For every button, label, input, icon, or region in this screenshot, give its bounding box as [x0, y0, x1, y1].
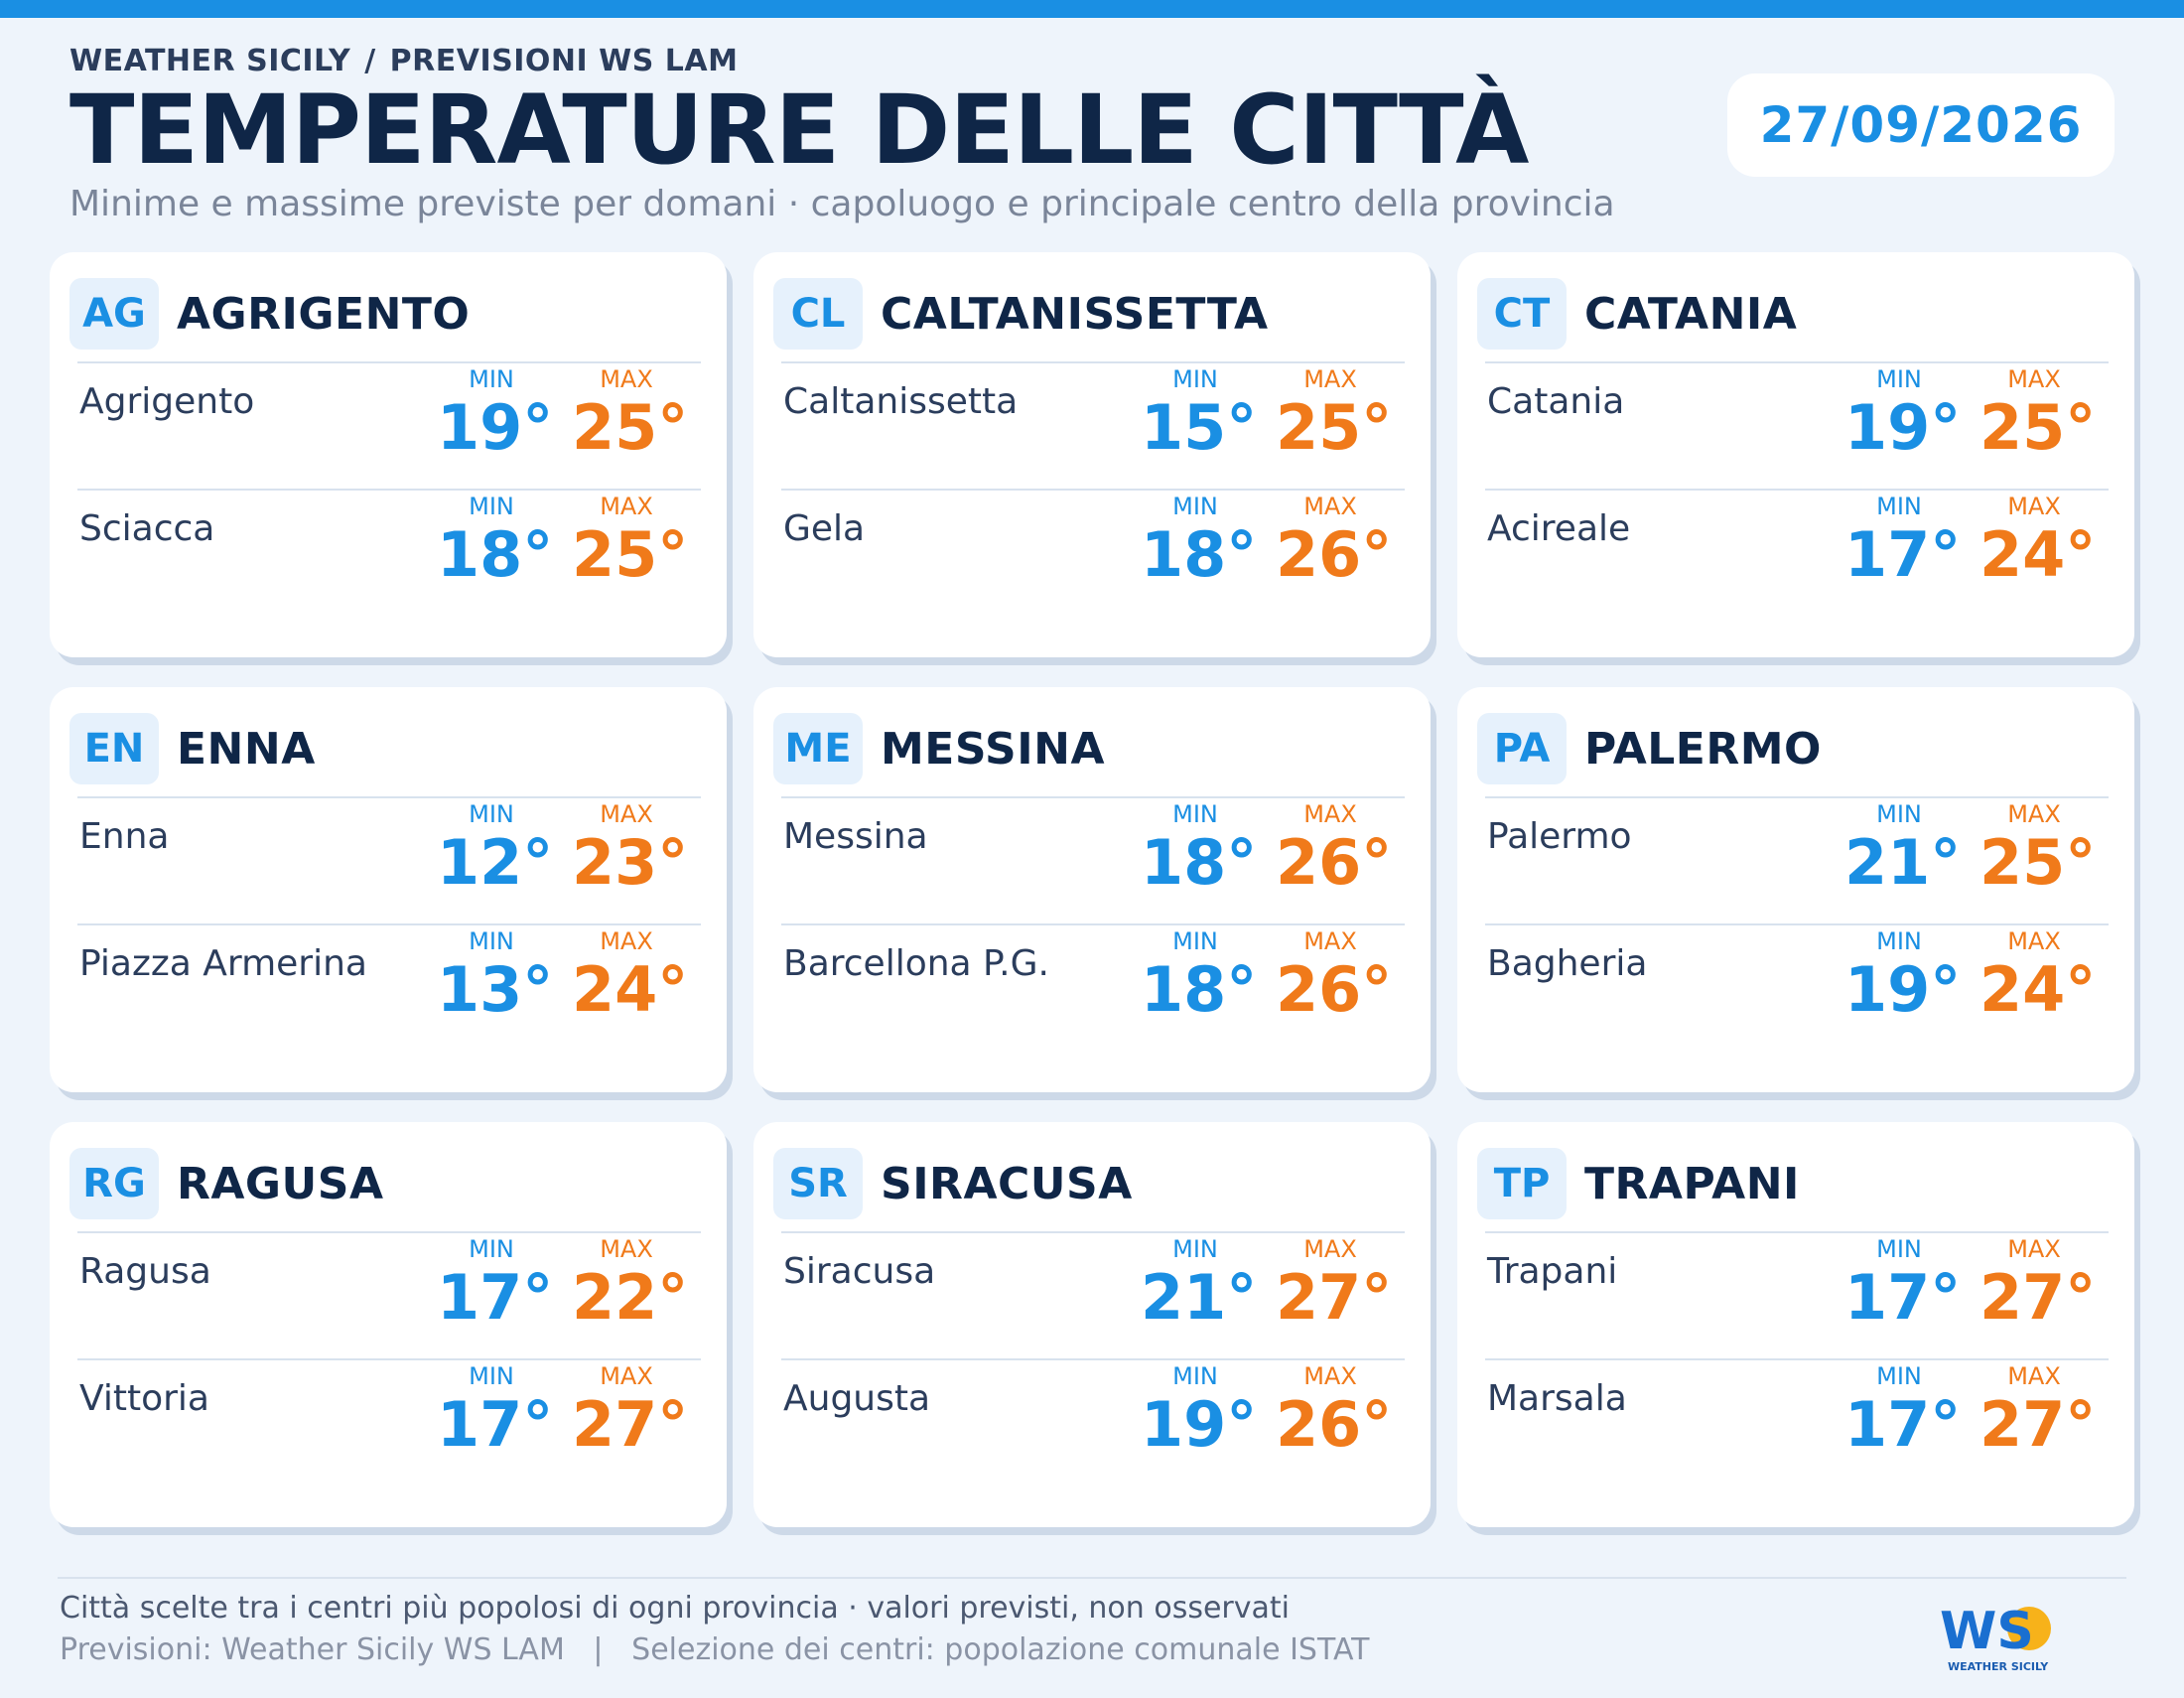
max-temperature	[572, 493, 689, 591]
section-label: PREVISIONI WS LAM	[389, 44, 739, 78]
max-value: 27°	[1979, 1261, 2097, 1334]
city-name: Enna	[79, 816, 170, 857]
min-value: 12°	[437, 826, 554, 899]
min-temperature	[437, 365, 554, 464]
max-value: 22°	[572, 1261, 689, 1334]
max-temperature	[1979, 365, 2097, 464]
breadcrumb	[69, 44, 1757, 78]
max-temperature	[572, 365, 689, 464]
city-name: Augusta	[783, 1378, 931, 1419]
city-row	[781, 489, 1405, 618]
province-code-badge: AG	[69, 278, 159, 350]
min-temperature	[1844, 1362, 1962, 1461]
province-code-badge: ME	[773, 713, 863, 784]
city-row	[77, 923, 701, 1053]
min-temperature	[1844, 1235, 1962, 1334]
top-accent-bar	[0, 0, 2184, 18]
max-temperature	[572, 800, 689, 899]
max-temperature	[1276, 1362, 1393, 1461]
max-label: MAX	[600, 800, 653, 828]
province-code-badge: EN	[69, 713, 159, 784]
city-row	[77, 489, 701, 618]
min-temperature	[1844, 927, 1962, 1026]
min-label: MIN	[469, 365, 514, 393]
max-temperature	[1276, 365, 1393, 464]
min-label: MIN	[469, 800, 514, 828]
province-name: RAGUSA	[177, 1158, 384, 1209]
city-name: Agrigento	[79, 381, 255, 422]
city-name: Vittoria	[79, 1378, 209, 1419]
min-label: MIN	[1172, 800, 1218, 828]
min-value: 17°	[437, 1261, 554, 1334]
max-temperature	[1276, 927, 1393, 1026]
min-temperature	[1141, 365, 1258, 464]
province-code-badge: CL	[773, 278, 863, 350]
city-name: Gela	[783, 508, 866, 549]
province-card-tp	[1457, 1122, 2134, 1527]
province-name: MESSINA	[881, 723, 1105, 775]
max-label: MAX	[1303, 800, 1357, 828]
max-temperature	[1276, 1235, 1393, 1334]
footer-note: Città scelte tra i centri più popolosi di ogni provincia · valori previsti, non osservati	[60, 1591, 1290, 1626]
min-label: MIN	[1172, 1362, 1218, 1390]
max-label: MAX	[2007, 1235, 2061, 1263]
max-value: 25°	[1276, 391, 1393, 464]
city-row	[781, 1231, 1405, 1360]
brand-label: WEATHER SICILY	[69, 44, 351, 78]
max-label: MAX	[600, 1235, 653, 1263]
min-label: MIN	[1876, 365, 1922, 393]
max-temperature	[1979, 1362, 2097, 1461]
province-code-badge: TP	[1477, 1148, 1567, 1219]
province-header	[69, 1148, 384, 1219]
city-row	[1485, 1358, 2109, 1487]
min-label: MIN	[469, 1362, 514, 1390]
min-value: 18°	[1141, 826, 1258, 899]
min-label: MIN	[469, 493, 514, 520]
city-row	[1485, 796, 2109, 925]
min-value: 21°	[1844, 826, 1962, 899]
max-label: MAX	[600, 493, 653, 520]
min-label: MIN	[1172, 365, 1218, 393]
min-temperature	[1844, 493, 1962, 591]
city-row	[1485, 489, 2109, 618]
province-card-pa	[1457, 687, 2134, 1092]
city-row	[1485, 923, 2109, 1053]
city-name: Marsala	[1487, 1378, 1627, 1419]
city-row	[781, 1358, 1405, 1487]
province-name: TRAPANI	[1584, 1158, 1800, 1209]
province-header	[69, 278, 470, 350]
min-value: 18°	[1141, 518, 1258, 591]
min-value: 18°	[1141, 953, 1258, 1026]
province-code-badge: PA	[1477, 713, 1567, 784]
max-value: 26°	[1276, 1388, 1393, 1461]
province-card-en	[50, 687, 727, 1092]
city-row	[77, 796, 701, 925]
max-value: 27°	[1979, 1388, 2097, 1461]
max-label: MAX	[2007, 800, 2061, 828]
province-header	[773, 713, 1105, 784]
footer-divider	[58, 1577, 2126, 1579]
city-row	[77, 1231, 701, 1360]
max-value: 24°	[1979, 953, 2097, 1026]
max-value: 27°	[572, 1388, 689, 1461]
province-header	[1477, 713, 1822, 784]
page-title: TEMPERATURE DELLE CITTÀ	[69, 74, 1529, 186]
page-subtitle: Minime e massime previste per domani · capoluogo e principale centro della provincia	[69, 184, 1615, 224]
max-label: MAX	[1303, 365, 1357, 393]
min-value: 19°	[1844, 391, 1962, 464]
province-card-rg	[50, 1122, 727, 1527]
max-label: MAX	[1303, 493, 1357, 520]
province-name: AGRIGENTO	[177, 288, 471, 340]
min-temperature	[437, 1235, 554, 1334]
province-name: SIRACUSA	[881, 1158, 1133, 1209]
province-header	[1477, 1148, 1800, 1219]
logo-text: WS	[1940, 1602, 2034, 1661]
max-value: 25°	[1979, 826, 2097, 899]
min-value: 17°	[1844, 518, 1962, 591]
min-value: 18°	[437, 518, 554, 591]
city-name: Catania	[1487, 381, 1625, 422]
min-value: 19°	[1844, 953, 1962, 1026]
weather-sicily-logo	[1934, 1599, 2063, 1674]
min-label: MIN	[469, 927, 514, 955]
city-name: Bagheria	[1487, 943, 1648, 984]
min-value: 17°	[437, 1388, 554, 1461]
city-name: Messina	[783, 816, 928, 857]
max-label: MAX	[2007, 365, 2061, 393]
city-row	[781, 361, 1405, 491]
max-value: 25°	[1979, 391, 2097, 464]
max-temperature	[1979, 493, 2097, 591]
max-value: 26°	[1276, 518, 1393, 591]
max-value: 27°	[1276, 1261, 1393, 1334]
logo-caption: WEATHER SICILY	[1948, 1660, 2049, 1673]
max-value: 25°	[572, 391, 689, 464]
city-name: Ragusa	[79, 1251, 211, 1292]
max-label: MAX	[600, 365, 653, 393]
province-card-cl	[753, 252, 1431, 657]
max-label: MAX	[2007, 493, 2061, 520]
max-label: MAX	[2007, 927, 2061, 955]
city-name: Sciacca	[79, 508, 215, 549]
city-row	[77, 1358, 701, 1487]
min-temperature	[437, 800, 554, 899]
min-temperature	[437, 493, 554, 591]
min-temperature	[1844, 365, 1962, 464]
max-value: 24°	[572, 953, 689, 1026]
province-header	[773, 278, 1269, 350]
max-temperature	[572, 1235, 689, 1334]
province-code-badge: RG	[69, 1148, 159, 1219]
province-card-ag	[50, 252, 727, 657]
max-value: 25°	[572, 518, 689, 591]
min-label: MIN	[469, 1235, 514, 1263]
min-temperature	[437, 1362, 554, 1461]
min-label: MIN	[1876, 927, 1922, 955]
city-name: Siracusa	[783, 1251, 936, 1292]
max-label: MAX	[600, 927, 653, 955]
page-header	[69, 44, 1757, 224]
min-label: MIN	[1876, 1235, 1922, 1263]
min-temperature	[1844, 800, 1962, 899]
forecast-date-badge: 27/09/2026	[1727, 73, 2115, 177]
province-name: CATANIA	[1584, 288, 1798, 340]
city-name: Trapani	[1487, 1251, 1618, 1292]
city-name: Caltanissetta	[783, 381, 1019, 422]
footer-credits: Previsioni: Weather Sicily WS LAM | Selezione dei centri: popolazione comunale ISTAT	[60, 1632, 1370, 1667]
max-temperature	[572, 1362, 689, 1461]
province-name: CALTANISSETTA	[881, 288, 1269, 340]
min-label: MIN	[1172, 493, 1218, 520]
min-value: 19°	[1141, 1388, 1258, 1461]
city-name: Barcellona P.G.	[783, 943, 1049, 984]
max-temperature	[572, 927, 689, 1026]
province-code-badge: SR	[773, 1148, 863, 1219]
province-name: ENNA	[177, 723, 316, 775]
min-label: MIN	[1172, 927, 1218, 955]
province-code-badge: CT	[1477, 278, 1567, 350]
min-label: MIN	[1876, 1362, 1922, 1390]
min-value: 19°	[437, 391, 554, 464]
max-value: 24°	[1979, 518, 2097, 591]
max-temperature	[1276, 800, 1393, 899]
max-temperature	[1979, 927, 2097, 1026]
min-temperature	[1141, 493, 1258, 591]
max-value: 23°	[572, 826, 689, 899]
province-card-sr	[753, 1122, 1431, 1527]
max-label: MAX	[1303, 1362, 1357, 1390]
max-value: 26°	[1276, 953, 1393, 1026]
max-label: MAX	[1303, 1235, 1357, 1263]
min-label: MIN	[1876, 493, 1922, 520]
province-header	[1477, 278, 1797, 350]
max-label: MAX	[1303, 927, 1357, 955]
city-name: Palermo	[1487, 816, 1632, 857]
province-name: PALERMO	[1584, 723, 1822, 775]
province-card-ct	[1457, 252, 2134, 657]
province-header	[773, 1148, 1133, 1219]
max-label: MAX	[2007, 1362, 2061, 1390]
max-temperature	[1276, 493, 1393, 591]
max-temperature	[1979, 800, 2097, 899]
max-temperature	[1979, 1235, 2097, 1334]
min-temperature	[437, 927, 554, 1026]
city-row	[781, 796, 1405, 925]
min-value: 15°	[1141, 391, 1258, 464]
max-value: 26°	[1276, 826, 1393, 899]
min-temperature	[1141, 1362, 1258, 1461]
min-value: 17°	[1844, 1261, 1962, 1334]
min-label: MIN	[1876, 800, 1922, 828]
city-name: Piazza Armerina	[79, 943, 367, 984]
min-temperature	[1141, 1235, 1258, 1334]
city-row	[77, 361, 701, 491]
breadcrumb-separator: /	[364, 44, 376, 78]
min-label: MIN	[1172, 1235, 1218, 1263]
city-row	[1485, 361, 2109, 491]
min-value: 17°	[1844, 1388, 1962, 1461]
city-name: Acireale	[1487, 508, 1631, 549]
min-value: 21°	[1141, 1261, 1258, 1334]
max-label: MAX	[600, 1362, 653, 1390]
min-value: 13°	[437, 953, 554, 1026]
city-row	[781, 923, 1405, 1053]
city-row	[1485, 1231, 2109, 1360]
province-header	[69, 713, 316, 784]
min-temperature	[1141, 800, 1258, 899]
province-card-me	[753, 687, 1431, 1092]
min-temperature	[1141, 927, 1258, 1026]
